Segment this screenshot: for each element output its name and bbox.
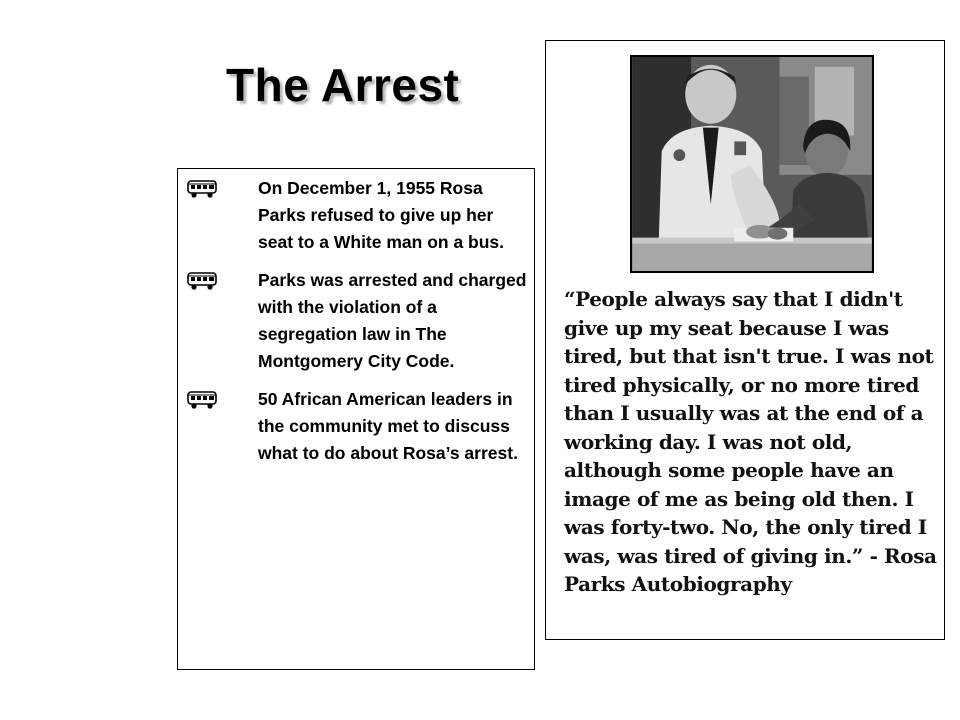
bullet-text: 50 African American leaders in the community met to discuss what to do about Rosa’s arrest. bbox=[258, 389, 518, 463]
bullet-text: On December 1, 1955 Rosa Parks refused to give up her seat to a White man on a bus. bbox=[258, 178, 505, 252]
bus-icon bbox=[186, 390, 218, 410]
bullet-text: Parks was arrested and charged with the violation of a segregation law in The Montgomery City Code. bbox=[258, 270, 527, 371]
quote-text: “People always say that I didn't give up my seat because I was tired, but that isn't true. I was not tired physically, or no more tired than I usually was at the end of a working day. I was not old, although some people have an image of me as being old then. I was forty-two. No, the only tired I was, was tired of giving in.” - Rosa Parks Autobiography bbox=[564, 287, 937, 596]
bus-icon bbox=[186, 271, 218, 291]
bullet-panel bbox=[177, 168, 535, 670]
slide-title: The Arrest bbox=[226, 59, 460, 111]
bullet-item bbox=[178, 175, 534, 256]
bullet-list bbox=[178, 169, 534, 467]
arrest-photo-illustration bbox=[632, 57, 872, 271]
bullet-item bbox=[178, 267, 534, 375]
arrest-photo bbox=[630, 55, 874, 273]
bullet-item bbox=[178, 386, 534, 467]
bus-icon bbox=[186, 179, 218, 199]
quote-panel bbox=[545, 40, 945, 640]
